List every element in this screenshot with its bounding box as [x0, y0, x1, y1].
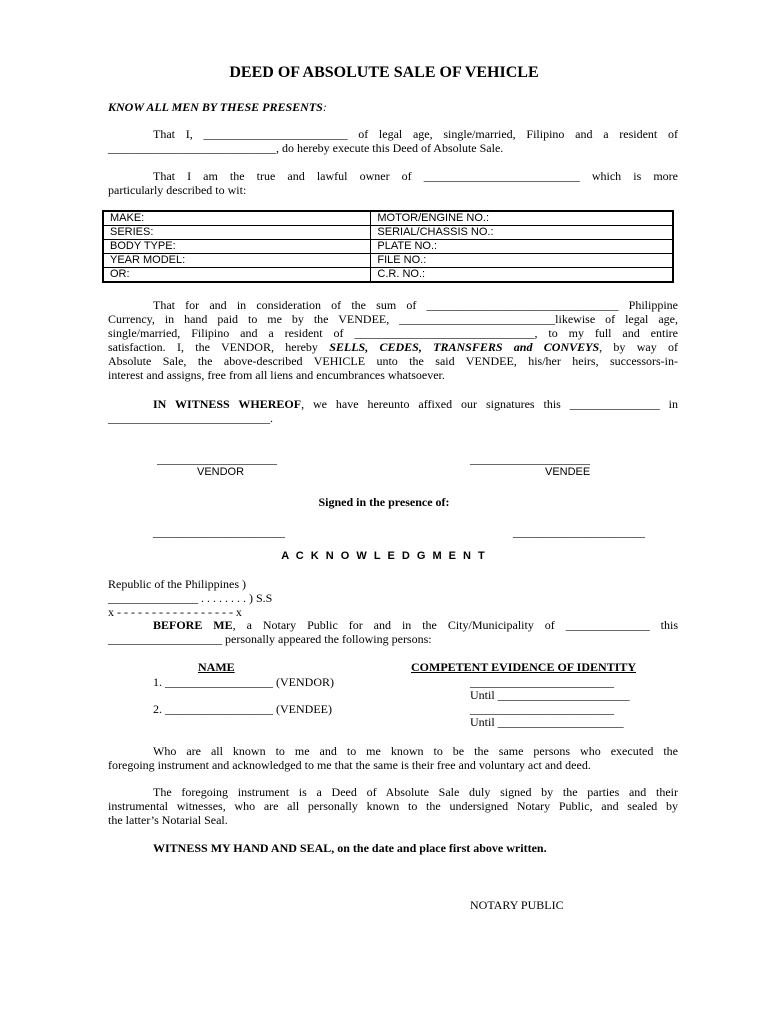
p3-line4-c: , by way of — [599, 340, 678, 354]
p3-line6: interest and assigns, free from all liens and encumbrances whatsoever. — [108, 368, 445, 382]
vehicle-table-body — [103, 211, 673, 282]
p4-rest: , we have hereunto affixed our signatures this _______________ in — [301, 397, 679, 411]
notary-public-label: NOTARY PUBLIC — [470, 898, 564, 912]
vendee-label: VENDEE — [545, 466, 591, 478]
p5-line1 — [108, 744, 678, 758]
p3-line4 — [108, 340, 678, 354]
evidence-column-header: COMPETENT EVIDENCE OF IDENTITY — [411, 660, 637, 674]
vehicle-table-row — [103, 211, 673, 226]
vehicle-field-left: YEAR MODEL: — [103, 254, 371, 268]
p3-line3: single/married, Filipino and a resident of ______________________________, to my full and entire — [108, 326, 678, 340]
person-row-vendee: 2. __________________ (VENDEE) — [153, 702, 332, 716]
know-all-colon: : — [322, 100, 327, 114]
vehicle-field-left: SERIES: — [103, 226, 371, 240]
vendor-evidence-line: ________________________ — [470, 675, 614, 689]
vehicle-table-row — [103, 240, 673, 254]
before-line1 — [108, 618, 678, 632]
vehicle-field-right: FILE NO.: — [371, 254, 673, 268]
p2-line2: particularly described to wit: — [108, 183, 247, 197]
p1-line2: ____________________________, do hereby execute this Deed of Absolute Sale. — [108, 141, 504, 155]
document-title: DEED OF ABSOLUTE SALE OF VEHICLE — [229, 64, 539, 81]
vehicle-field-right: PLATE NO.: — [371, 240, 673, 254]
paragraph-before-me — [108, 618, 678, 646]
acknowledgment-heading: A C K N O W L E D G M E N T — [281, 550, 487, 562]
vehicle-table-row — [103, 268, 673, 283]
vehicle-description-table — [102, 210, 674, 283]
before-rest: , a Notary Public for and in the City/Municipality of ______________ this — [232, 618, 678, 632]
vendor-label: VENDOR — [197, 466, 245, 478]
vehicle-field-left: BODY TYPE: — [103, 240, 371, 254]
paragraph-identity — [108, 127, 678, 155]
vendor-signature-line: ____________________ — [157, 452, 277, 466]
before-bold: BEFORE ME — [153, 618, 233, 632]
know-all-heading — [108, 100, 327, 114]
vendee-until-line: Until _____________________ — [470, 715, 624, 729]
p4-bold: IN WITNESS WHEREOF — [153, 397, 302, 411]
witness-line-left: ______________________ — [153, 525, 285, 539]
p1-line1 — [108, 127, 678, 141]
p3-line4-a: satisfaction. I, the VENDOR, hereby — [108, 340, 330, 354]
p1-line1-text: That I, ________________________ of legal age, single/married, Filipino and a resident of — [153, 127, 678, 141]
person-row-vendor: 1. __________________ (VENDOR) — [153, 675, 334, 689]
p6-line3: the latter’s Notarial Seal. — [108, 813, 228, 827]
p6-line1 — [108, 785, 678, 799]
p4-line2: ___________________________. — [108, 411, 273, 425]
vehicle-table-row — [103, 254, 673, 268]
vendee-evidence-line: ________________________ — [470, 702, 614, 716]
ss-line: _______________ . . . . . . . . ) S.S — [108, 591, 273, 605]
p4-line1 — [108, 397, 678, 411]
p3-line1 — [108, 298, 678, 312]
vehicle-field-right: C.R. NO.: — [371, 268, 673, 283]
p6-line1-text: The foregoing instrument is a Deed of Absolute Sale duly signed by the parties and their — [153, 785, 678, 799]
p5-line1-text: Who are all known to me and to me known to be the same persons who executed the — [153, 744, 678, 758]
vehicle-field-left: OR: — [103, 268, 371, 283]
before-line2: ___________________ personally appeared the following persons: — [108, 632, 432, 646]
p3-line5: Absolute Sale, the above-described VEHICLE unto the said VENDEE, his/her heirs, successors-in- — [108, 354, 678, 368]
name-column-header: NAME — [198, 660, 235, 674]
vehicle-table-row — [103, 226, 673, 240]
p3-line4-bold: SELLS, CEDES, TRANSFERS and CONVEYS — [329, 340, 600, 354]
witness-hand-seal: WITNESS MY HAND AND SEAL, on the date and place first above written. — [153, 841, 547, 855]
p5-line2: foregoing instrument and acknowledged to me that the same is their free and voluntary act and deed. — [108, 758, 591, 772]
paragraph-witness-whereof — [108, 397, 678, 425]
vehicle-field-right: SERIAL/CHASSIS NO.: — [371, 226, 673, 240]
vendee-signature-line: ____________________ — [470, 452, 590, 466]
republic-line: Republic of the Philippines ) — [108, 577, 246, 591]
p6-line2: instrumental witnesses, who are all personally known to the undersigned Notary Public, and sealed by — [108, 799, 678, 813]
p2-line1-text: That I am the true and lawful owner of __________________________ which is more — [153, 169, 678, 183]
paragraph-ownership — [108, 169, 678, 197]
p3-line2: Currency, in hand paid to me by the VENDEE, __________________________likewise of legal age, — [108, 312, 678, 326]
x-line: x - - - - - - - - - - - - - - - - - x — [108, 605, 242, 619]
paragraph-foregoing-instrument — [108, 785, 678, 827]
paragraph-known-persons — [108, 744, 678, 772]
signed-presence-heading: Signed in the presence of: — [318, 495, 450, 509]
paragraph-consideration — [108, 298, 678, 382]
vehicle-field-left: MAKE: — [103, 211, 371, 226]
vendor-until-line: Until ______________________ — [470, 688, 630, 702]
p2-line1 — [108, 169, 678, 183]
witness-line-right: ______________________ — [513, 525, 645, 539]
know-all-text: KNOW ALL MEN BY THESE PRESENTS — [108, 100, 323, 114]
p3-line1-text: That for and in consideration of the sum of ________________________________ Philippine — [153, 298, 678, 312]
vehicle-field-right: MOTOR/ENGINE NO.: — [371, 211, 673, 226]
